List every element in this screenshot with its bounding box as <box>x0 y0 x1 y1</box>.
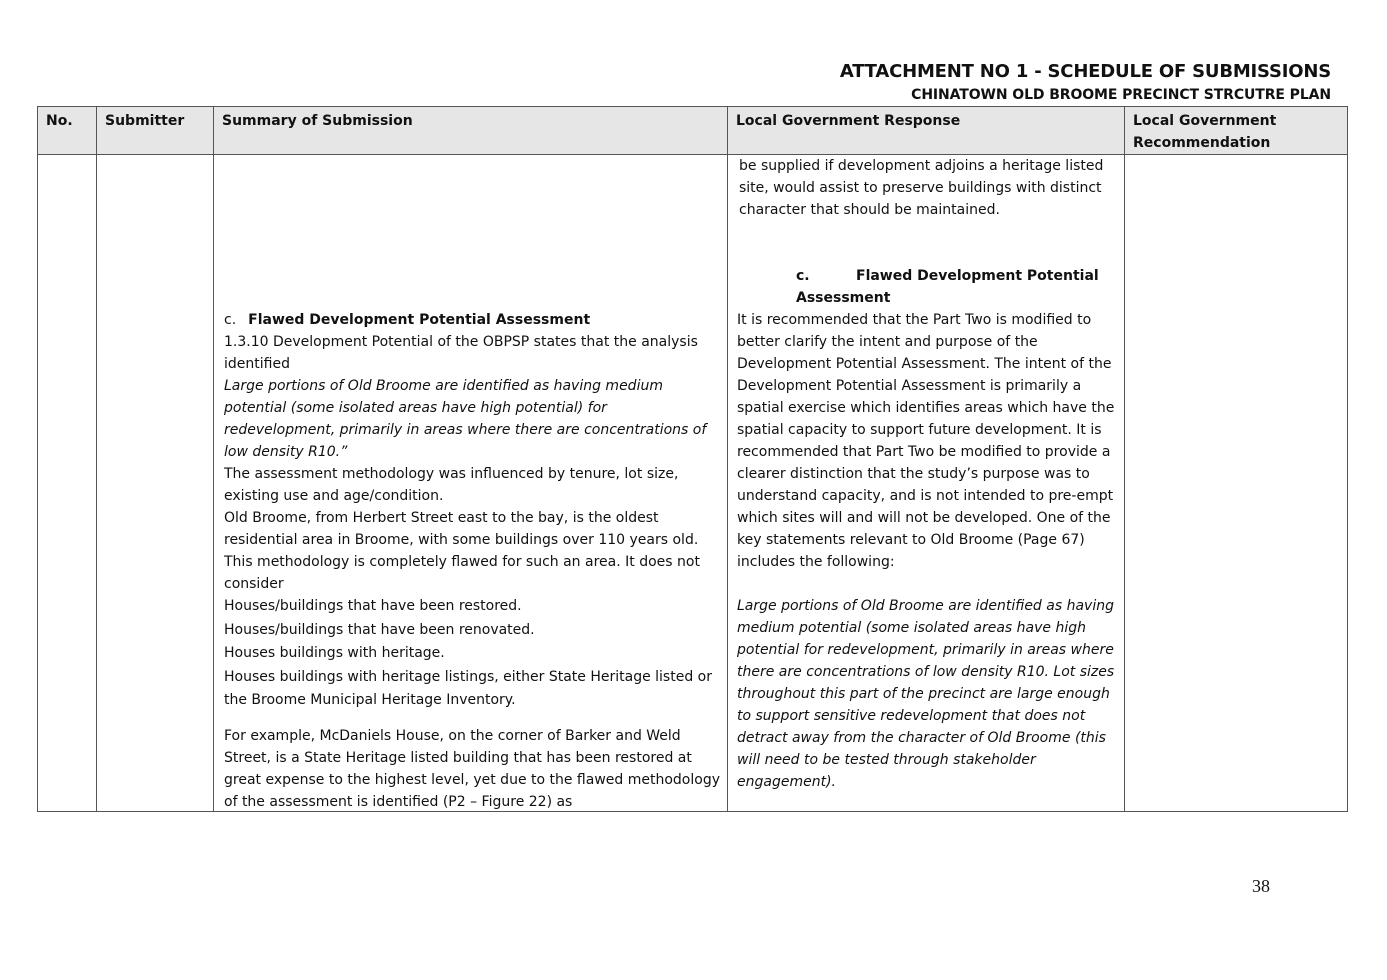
table-header-row <box>38 107 1348 155</box>
response-intro: be supplied if development adjoins a heritage listed site, would assist to preserve buildings with distinct character that should be maintained. <box>739 158 1104 218</box>
summary-heading <box>224 309 721 331</box>
column-header-summary: Summary of Submission <box>214 107 728 155</box>
response-heading-text: Flawed Development Potential Assessment <box>796 268 1099 306</box>
cell-response <box>728 155 1125 812</box>
summary-heading-letter: c. <box>224 312 237 328</box>
response-paragraph: It is recommended that the Part Two is modified to better clarify the intent and purpose of the Development Potential Assessment. The intent of the Development Potential Assessment is primarily a spatial exercise which identifies areas which have the spatial capacity to support future development. It is recommended that Part Two be modified to provide a clearer distinction that the study’s purpose was to understand capacity, and is not intended to pre-empt which sites will and will not be developed. One of the key statements relevant to Old Broome (Page 67) includes the following: <box>737 312 1115 570</box>
column-header-submitter: Submitter <box>97 107 214 155</box>
column-header-number: No. <box>38 107 97 155</box>
summary-list-item: Houses buildings with heritage listings, either State Heritage listed or the Broome Municipal Heritage Inventory. <box>224 668 712 708</box>
column-header-recommendation: Local Government Recommendation <box>1125 107 1348 155</box>
summary-quote-text: Large portions of Old Broome are identified as having medium potential (some isolated areas have high potential) for redevelopment, primarily in areas where there are concentrations of low density R10.” <box>224 378 707 460</box>
column-header-response: Local Government Response <box>728 107 1125 155</box>
summary-paragraph: The assessment methodology was influenced by tenure, lot size, existing use and age/condition. <box>224 466 679 504</box>
page-number: 38 <box>1252 876 1270 896</box>
spacer <box>224 713 721 725</box>
summary-list-item: Houses/buildings that have been renovated. <box>224 621 535 638</box>
summary-quote <box>224 375 721 463</box>
summary-paragraph: Old Broome, from Herbert Street east to the bay, is the oldest residential area in Broome, with some buildings over 110 years old. This methodology is completely flawed for such an area. It does not consider <box>224 510 700 592</box>
cell-recommendation <box>1125 155 1348 812</box>
summary-paragraph: 1.3.10 Development Potential of the OBPSP states that the analysis identified <box>224 334 698 372</box>
cell-number <box>38 155 97 812</box>
table-row <box>38 155 1348 812</box>
summary-list-item: Houses buildings with heritage. <box>224 645 445 661</box>
summary-paragraph: For example, McDaniels House, on the corner of Barker and Weld Street, is a State Heritage listed building that has been restored at great expense to the highest level, yet due to the flawed methodology of the assessment is identified (P2 – Figure 22) as <box>224 727 720 810</box>
cell-submitter <box>97 155 214 812</box>
summary-list-item: Houses/buildings that have been restored. <box>224 598 522 614</box>
response-heading-letter: c. <box>796 268 810 284</box>
submissions-table <box>37 106 1348 812</box>
response-heading <box>737 265 1116 309</box>
summary-content <box>214 155 727 811</box>
summary-heading-text: Flawed Development Potential Assessment <box>248 312 591 328</box>
document-title: ATTACHMENT NO 1 - SCHEDULE OF SUBMISSIONS <box>839 61 1331 82</box>
document-subtitle: CHINATOWN OLD BROOME PRECINCT STRCUTRE PLAN <box>911 87 1331 103</box>
response-quote: Large portions of Old Broome are identified as having medium potential (some isolated areas have high potential for redevelopment, primarily in areas where there are concentrations of low density R10. Lot sizes throughout this part of the precinct are large enough to support sensitive redevelopment that does not detract away from the character of Old Broome (this will need to be tested through stakeholder engagement). <box>737 598 1115 790</box>
response-content <box>728 155 1124 793</box>
cell-summary <box>214 155 728 812</box>
